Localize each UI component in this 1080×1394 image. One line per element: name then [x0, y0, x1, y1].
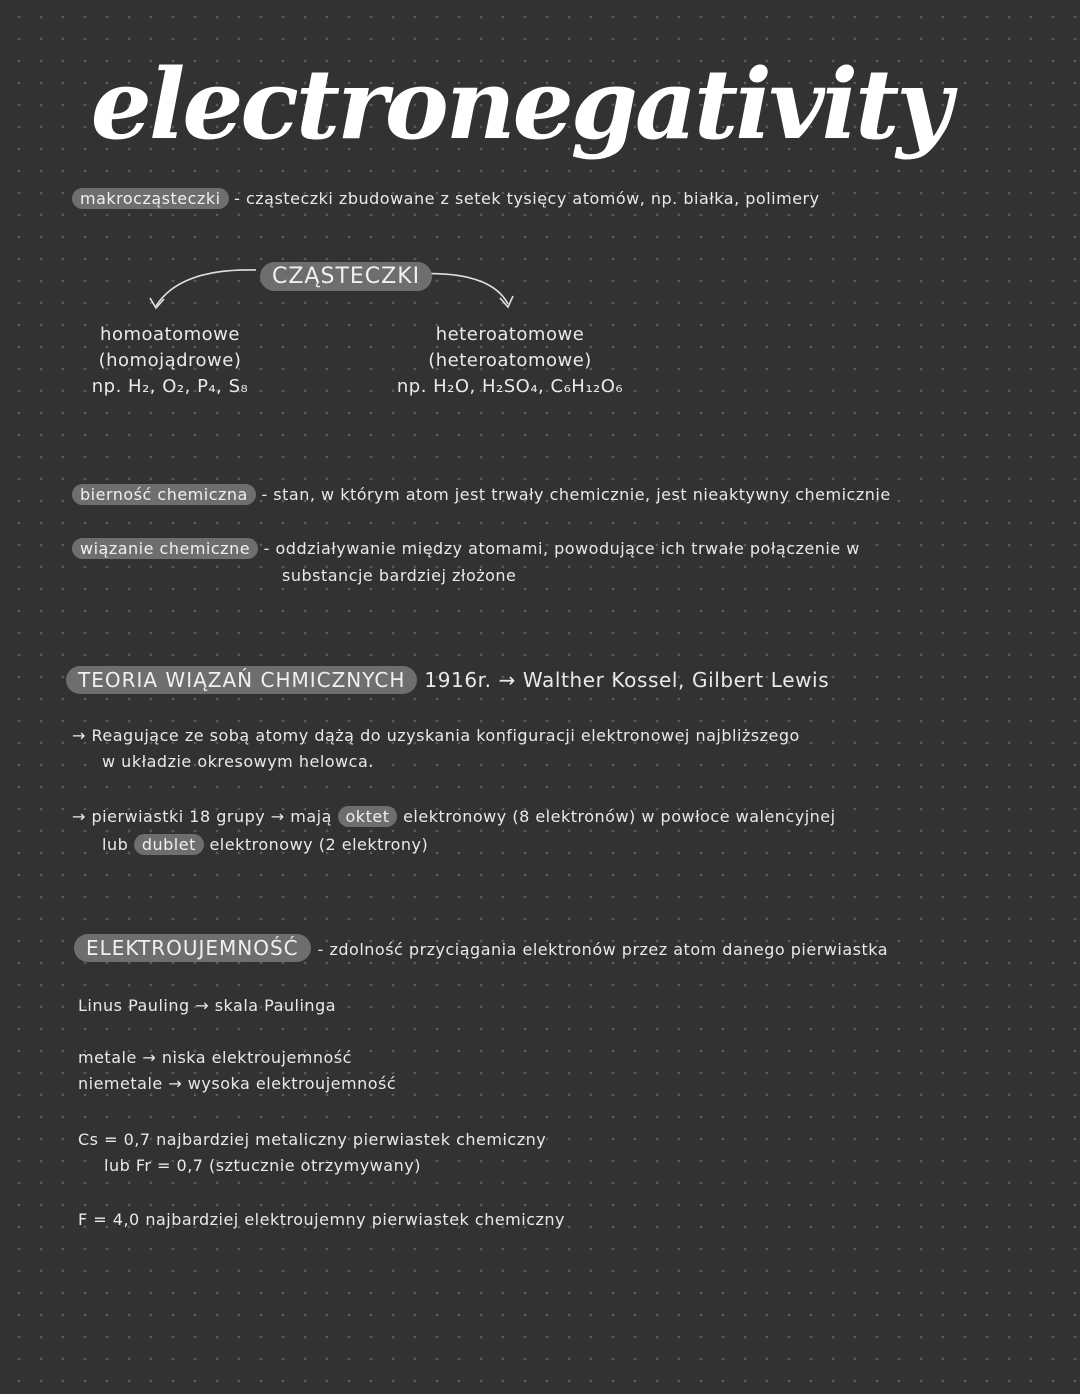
teoria-point1-line1: → Reagujące ze sobą atomy dążą do uzyskania konfiguracji elektronowej najbliższego: [72, 726, 800, 745]
term-highlight: wiązanie chemiczne: [72, 538, 258, 559]
teoria-point2-line1: → pierwiastki 18 grupy → mają oktet elektronowy (8 elektronów) w powłoce walencyjnej: [72, 807, 836, 826]
niemetale-line: niemetale → wysoka elektroujemność: [78, 1074, 397, 1093]
homoatomowe-block: [70, 322, 270, 400]
definition-text: - zdolność przyciągania elektronów przez atom danego pierwiastka: [317, 940, 889, 959]
homo-line1: homoatomowe: [100, 324, 240, 345]
czasteczki-label: CZĄSTECZKI: [260, 262, 432, 291]
homo-examples: np. H₂, O₂, P₄, S₈: [91, 376, 249, 397]
page-title: electronegativity: [90, 48, 950, 161]
term-highlight: makrocząsteczki: [72, 188, 229, 209]
f-line: F = 4,0 najbardziej elektroujemny pierwiastek chemiczny: [78, 1210, 566, 1229]
definition-biernosc: [72, 484, 891, 505]
teoria-date-authors: 1916r. → Walther Kossel, Gilbert Lewis: [424, 668, 830, 692]
definition-text: - oddziaływanie między atomami, powodujące ich trwałe połączenie w: [263, 539, 860, 558]
term-highlight: ELEKTROUJEMNOŚĆ: [74, 934, 311, 962]
teoria-heading: [66, 666, 829, 694]
definition-wiazanie-line2: substancje bardziej złożone: [282, 566, 517, 585]
definition-wiazanie: [72, 538, 860, 559]
teoria-point1-line2: w układzie okresowym helowca.: [102, 752, 374, 771]
cs-line: Cs = 0,7 najbardziej metaliczny pierwiastek chemiczny: [78, 1130, 547, 1149]
definition-text: - cząsteczki zbudowane z setek tysięcy atomów, np. białka, polimery: [234, 189, 820, 208]
homo-line2: (homojądrowe): [98, 350, 242, 371]
term-highlight: bierność chemiczna: [72, 484, 256, 505]
metale-line: metale → niska elektroujemność: [78, 1048, 352, 1067]
heteroatomowe-block: [380, 322, 640, 400]
elektroujemnosc-heading: [74, 934, 888, 962]
definition-text: - stan, w którym atom jest trwały chemicznie, jest nieaktywny chemicznie: [261, 485, 891, 504]
hetero-line2: (heteroatomowe): [428, 350, 592, 371]
pauling-line: Linus Pauling → skala Paulinga: [78, 996, 337, 1015]
teoria-point2-line2: lub dublet elektronowy (2 elektrony): [102, 835, 429, 854]
fr-line: lub Fr = 0,7 (sztucznie otrzymywany): [104, 1156, 421, 1175]
term-highlight: TEORIA WIĄZAŃ CHMICZNYCH: [66, 666, 417, 694]
oktet-highlight: oktet: [338, 806, 398, 827]
hetero-line1: heteroatomowe: [435, 324, 585, 345]
dublet-highlight: dublet: [134, 834, 204, 855]
hetero-examples: np. H₂O, H₂SO₄, C₆H₁₂O₆: [396, 376, 624, 397]
